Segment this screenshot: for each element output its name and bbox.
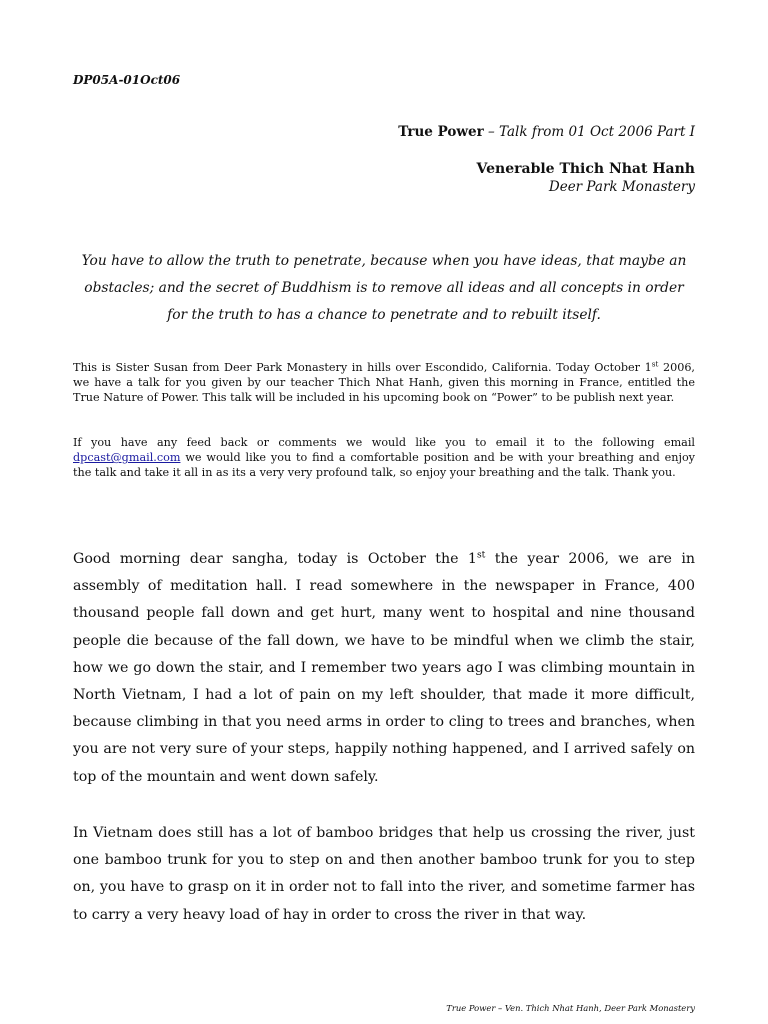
intro-2-text-a: If you have any feed back or comments we would like you to email it to the following email (73, 436, 695, 449)
body-1-ordinal: st (476, 549, 486, 561)
talk-title (398, 124, 695, 140)
body-paragraph-1 (73, 546, 695, 791)
body-1-text-a: Good morning dear sangha, today is October the 1 (73, 551, 477, 567)
intro-2-text-b: we would like you to find a comfortable position and be with your breathing and enjoy the talk and take it all in as its a very very profound talk, so enjoy your breathing and the talk. Thank you. (73, 451, 695, 480)
intro-1-ordinal: st (651, 359, 659, 369)
intro-paragraph-1 (73, 360, 695, 406)
opening-quote: You have to allow the truth to penetrate, because when you have ideas, that maybe an obstacles; and the secret of Buddhism is to remove all ideas and all concepts in order for the truth to has a chance to penetrate and to rebuilt itself. (81, 253, 687, 323)
intro-1-text-b: 2006, we have a talk for you given by our teacher Thich Nhat Hanh, given this morning in France, entitled the True Nature of Power. This talk will be included in his upcoming book on “Power” to be publish next year. (73, 361, 695, 405)
talk-title-subtitle: – Talk from 01 Oct 2006 Part I (483, 124, 695, 140)
page-footer: True Power – Ven. Thich Nhat Hanh, Deer Park Monastery (446, 1003, 695, 1013)
body-1-text-b: the year 2006, we are in assembly of meditation hall. I read somewhere in the newspaper in France, 400 thousand people fall down and get hurt, many went to hospital and nine thousand people die because of the fall down, we have to be mindful when we climb the stair, how we go down the stair, and I remember two years ago I was climbing mountain in North Vietnam, I had a lot of pain on my left shoulder, that made it more difficult, because climbing in that you need arms in order to cling to trees and branches, when you are not very sure of your steps, happily nothing happened, and I arrived safely on top of the mountain and went down safely. (73, 551, 695, 785)
talk-title-main: True Power (398, 124, 484, 140)
email-link[interactable]: dpcast@gmail.com (73, 451, 181, 465)
author-name: Venerable Thich Nhat Hanh (476, 161, 695, 177)
author-location: Deer Park Monastery (548, 179, 695, 195)
intro-paragraph-2 (73, 435, 695, 481)
intro-1-text-a: This is Sister Susan from Deer Park Monastery in hills over Escondido, California. Today October 1 (73, 361, 652, 374)
body-paragraph-2: In Vietnam does still has a lot of bamboo bridges that help us crossing the river, just one bamboo trunk for you to step on and then another bamboo trunk for you to step on, you have to grasp on it in order not to fall into the river, and sometime farmer has to carry a very heavy load of hay in order to cross the river in that way. (73, 825, 695, 923)
document-code: DP05A-01Oct06 (73, 73, 181, 87)
